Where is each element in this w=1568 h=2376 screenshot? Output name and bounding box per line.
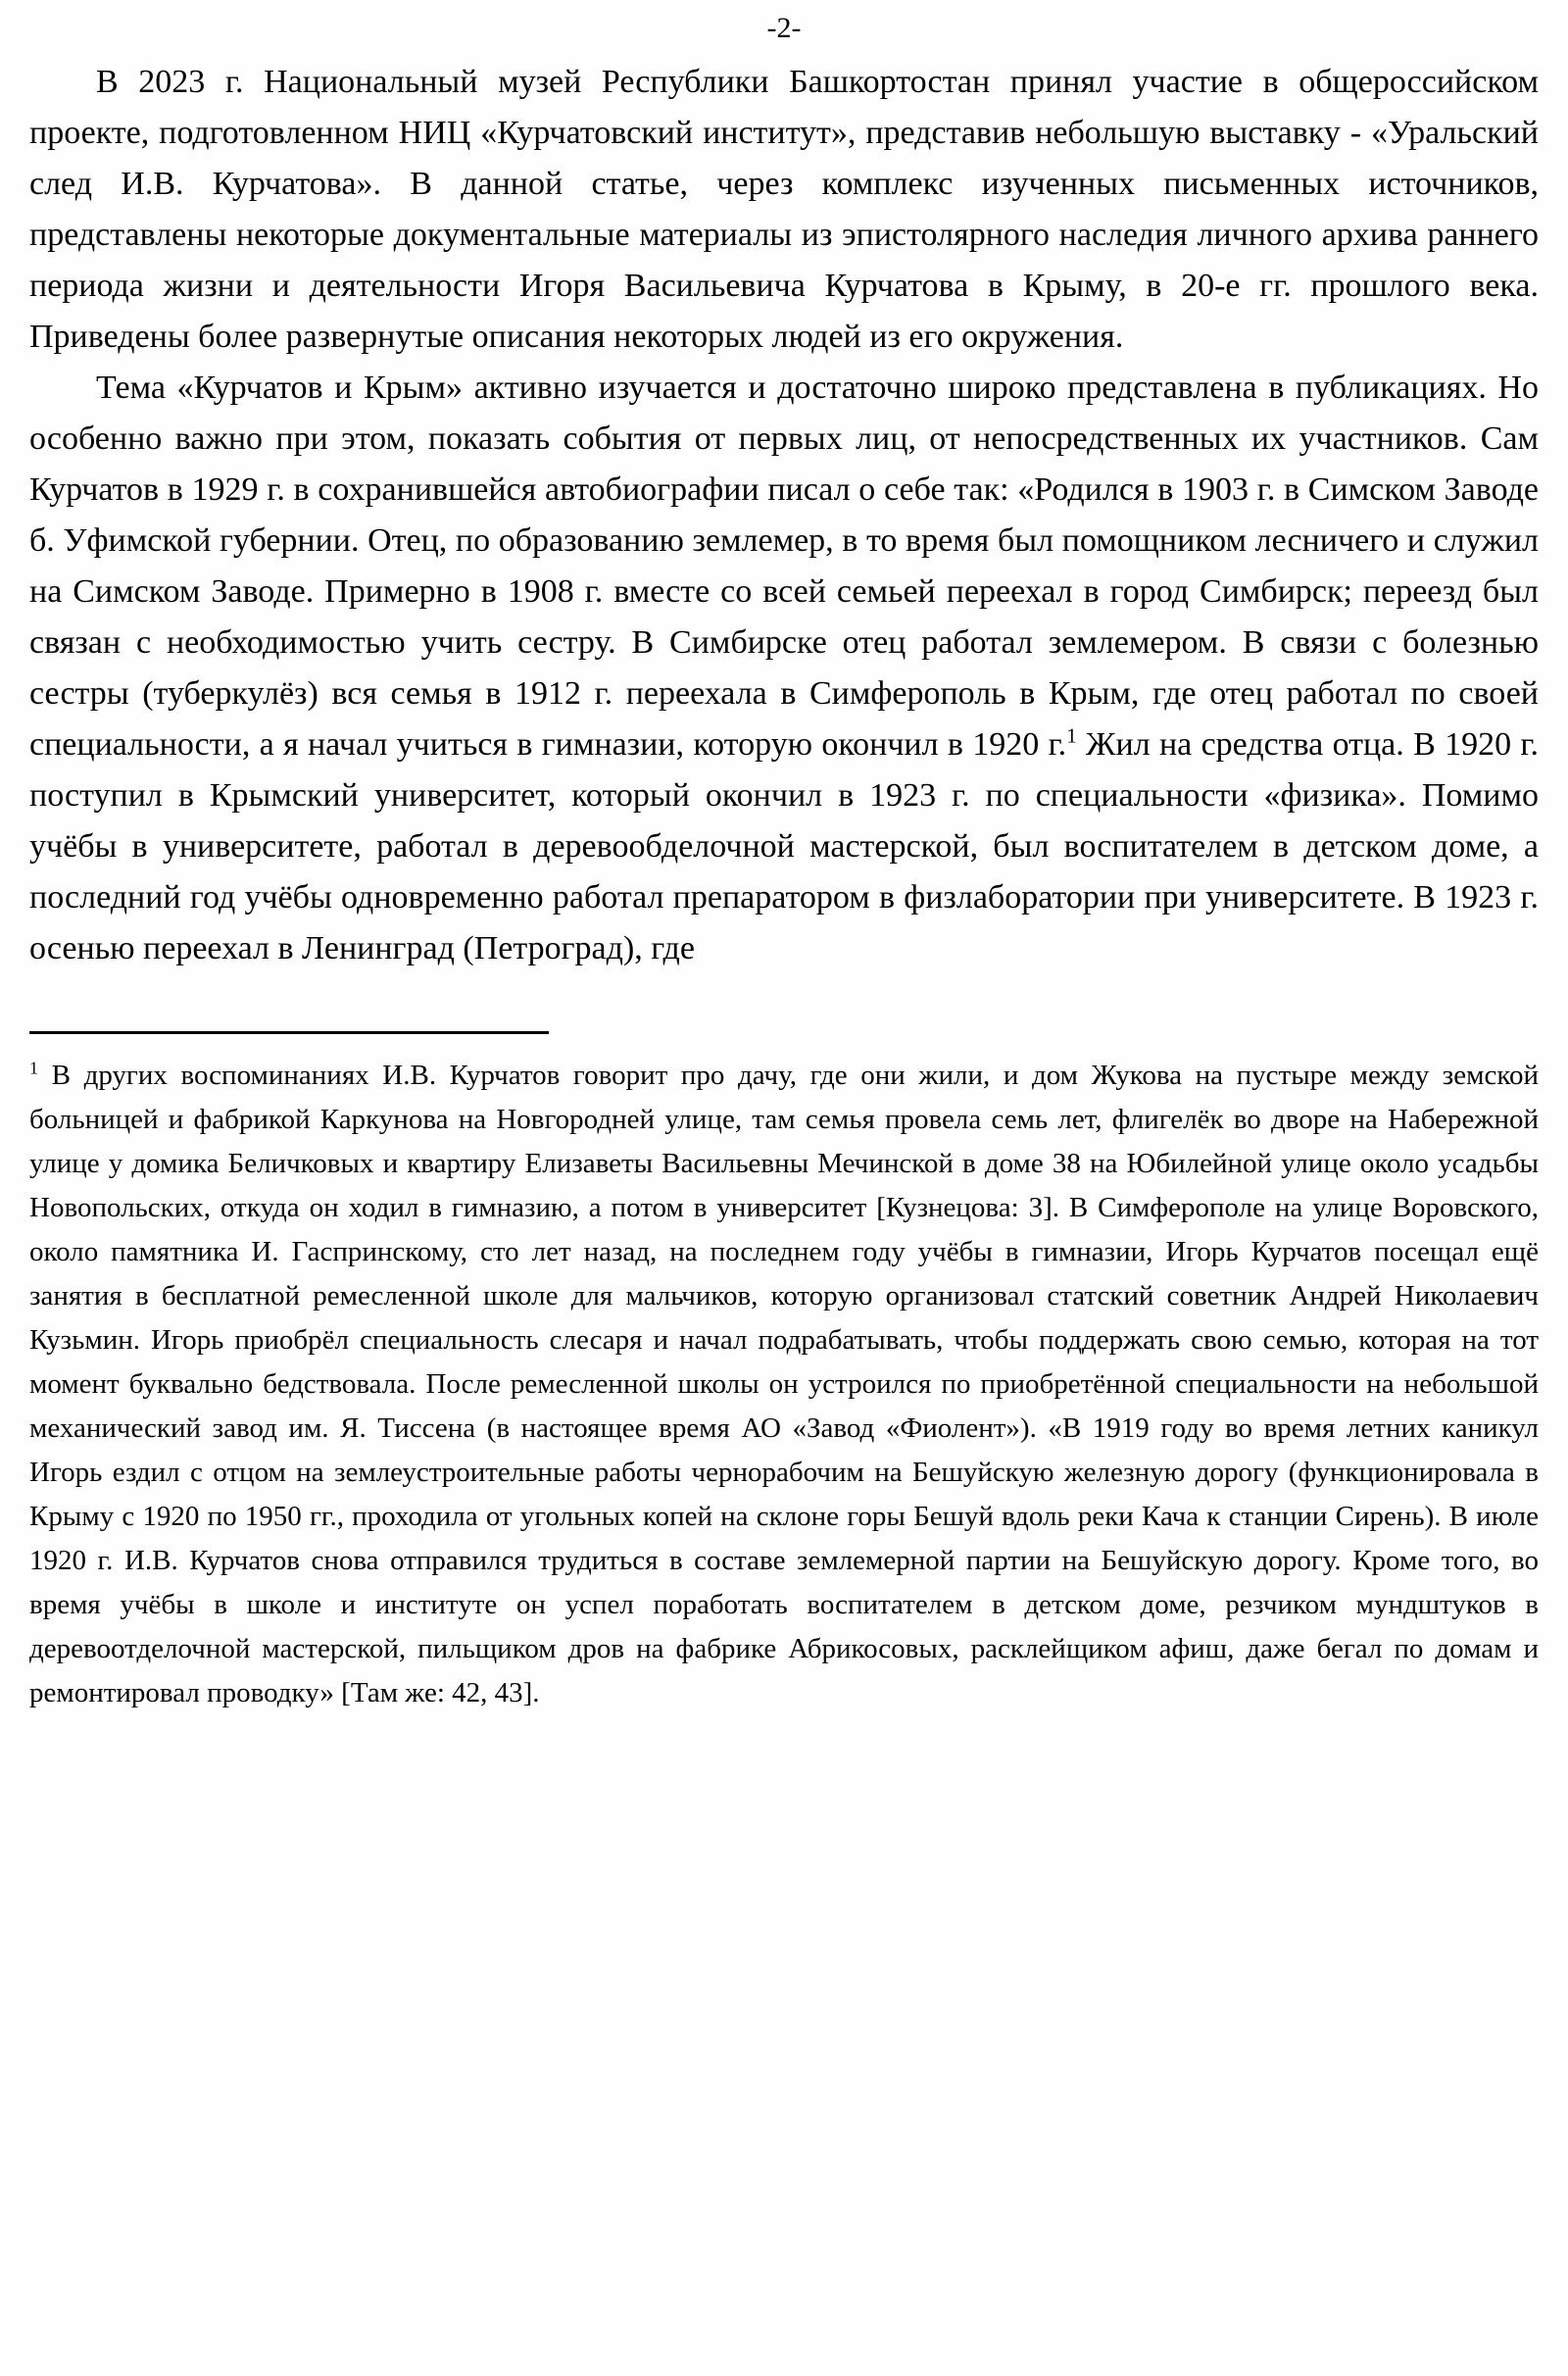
body-paragraph-2 xyxy=(29,363,1539,974)
footnote-reference-superscript: 1 xyxy=(1066,723,1077,748)
footnote-section xyxy=(29,1054,1539,1715)
footnote-separator-rule xyxy=(29,1031,549,1034)
body-paragraph-2-text-after: Жил на средства отца. В 1920 г. поступил в Крымский университет, который окончил в 1923 г. по специальности «физика». Помимо учёбы в университете, работал в деревообделочной мастерской, был воспитателем в детском доме, а последний год учёбы одновременно работал препаратором в физлаборатории при университете. В 1923 г. осенью переехал в Ленинград (Петроград), где xyxy=(29,726,1539,966)
footnote-text: В других воспоминаниях И.В. Курчатов говорит про дачу, где они жили, и дом Жукова на пустыре между земской больницей и фабрикой Каркунова на Новгородней улице, там семья провела семь лет, флигелёк во дворе на Набережной улице у домика Беличковых и квартиру Елизаветы Васильевны Мечинской в доме 38 на Юбилейной улице около усадьбы Новопольских, откуда он ходил в гимназию, а потом в университет [Кузнецова: 3]. В Симферополе на улице Воровского, около памятника И. Гаспринскому, сто лет назад, на последнем году учёбы в гимназии, Игорь Курчатов посещал ещё занятия в бесплатной ремесленной школе для мальчиков, которую организовал статский советник Андрей Николаевич Кузьмин. Игорь приобрёл специальность слесаря и начал подрабатывать, чтобы поддержать свою семью, которая на тот момент буквально бедствовала. После ремесленной школы он устроился по приобретённой специальности на небольшой механический завод им. Я. Тиссена (в настоящее время АО «Завод «Фиолент»). «В 1919 году во время летних каникул Игорь ездил с отцом на землеустроительные работы чернорабочим на Бешуйскую железную дорогу (функционировала в Крыму с 1920 по 1950 гг., проходила от угольных копей на склоне горы Бешуй вдоль реки Кача к станции Сирень). В июле 1920 г. И.В. Курчатов снова отправился трудиться в составе землемерной партии на Бешуйскую дорогу. Кроме того, во время учёбы в школе и институте он успел поработать воспитателем в детском доме, резчиком мундштуков в деревоотделочной мастерской, пильщиком дров на фабрике Абрикосовых, расклейщиком афиш, даже бегал по домам и ремонтировал проводку» [Там же: 42, 43]. xyxy=(29,1060,1539,1708)
footnote-marker-superscript: 1 xyxy=(29,1058,38,1078)
footnote-paragraph xyxy=(29,1054,1539,1715)
body-text xyxy=(29,57,1539,974)
body-paragraph-2-text-before: Тема «Курчатов и Крым» активно изучается и достаточно широко представлена в публикациях. Но особенно важно при этом, показать события от первых лиц, от непосредственных их участников. Сам Курчатов в 1929 г. в сохранившейся автобиографии писал о себе так: «Родился в 1903 г. в Симском Заводе б. Уфимской губернии. Отец, по образованию землемер, в то время был помощником лесничего и служил на Симском Заводе. Примерно в 1908 г. вместе со всей семьей переехал в город Симбирск; переезд был связан с необходимостью учить сестру. В Симбирске отец работал землемером. В связи с болезнью сестры (туберкулёз) вся семья в 1912 г. переехала в Симферополь в Крым, где отец работал по своей специальности, а я начал учиться в гимназии, которую окончил в 1920 г. xyxy=(29,370,1539,763)
body-paragraph-1: В 2023 г. Национальный музей Республики Башкортостан принял участие в общероссийском проекте, подготовленном НИЦ «Курчатовский институт», представив небольшую выставку - «Уральский след И.В. Курчатова». В данной статье, через комплекс изученных письменных источников, представлены некоторые документальные материалы из эпистолярного наследия личного архива раннего периода жизни и деятельности Игоря Васильевича Курчатова в Крыму, в 20-е гг. прошлого века. Приведены более развернутые описания некоторых людей из его окружения. xyxy=(29,64,1539,355)
page-number: -2- xyxy=(766,12,802,44)
